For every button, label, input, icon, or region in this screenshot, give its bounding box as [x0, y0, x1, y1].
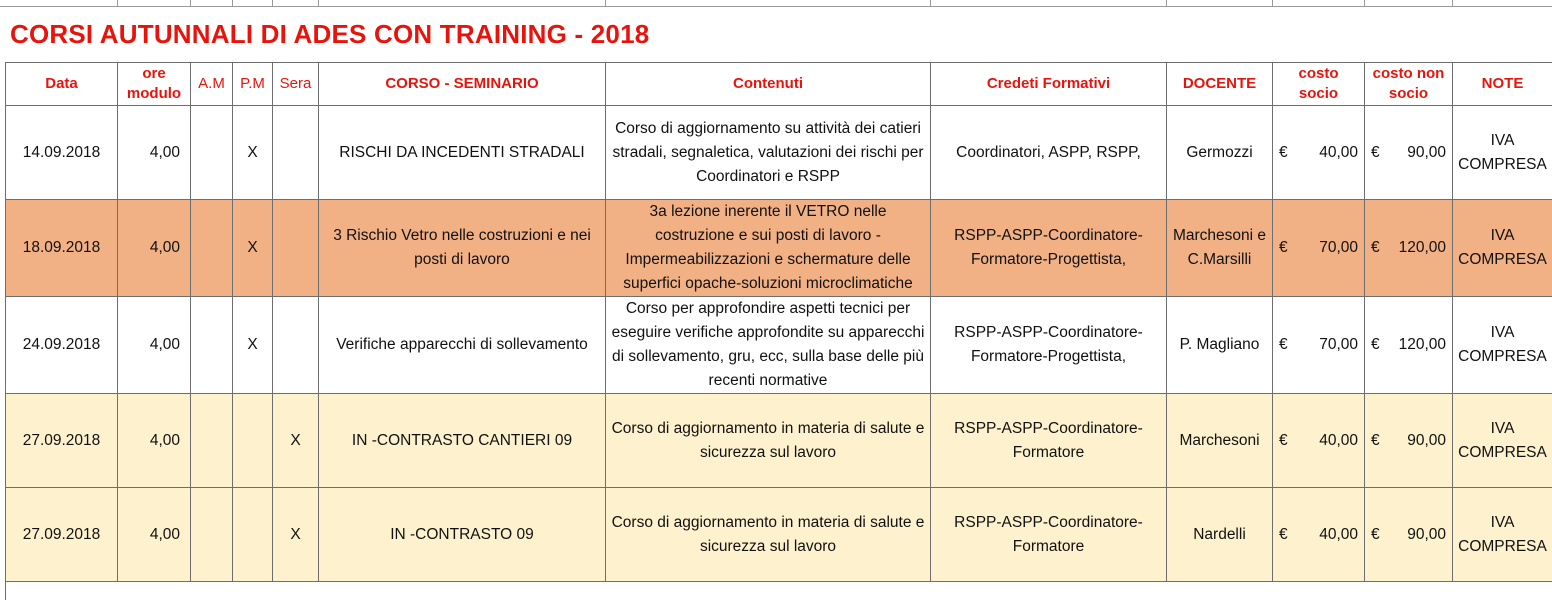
currency-symbol: € — [1371, 143, 1380, 161]
cell-note[interactable]: IVA COMPRESA — [1453, 297, 1552, 394]
cell-am[interactable] — [191, 297, 233, 394]
header-ore-line2: modulo — [126, 85, 182, 102]
cell-am[interactable] — [191, 488, 233, 582]
cell-corso[interactable]: Verifiche apparecchi di sollevamento — [319, 297, 606, 394]
currency-symbol: € — [1371, 525, 1380, 543]
cell-ore[interactable]: 4,00 — [118, 297, 191, 394]
cell-sera[interactable]: X — [273, 488, 319, 582]
cell-sera[interactable] — [273, 297, 319, 394]
cell-costo-socio[interactable] — [1273, 200, 1365, 297]
cell-costo-non-socio[interactable] — [1365, 106, 1453, 200]
cell-sera[interactable]: X — [273, 394, 319, 488]
cell-costo-non-socio-value: 90,00 — [1407, 525, 1446, 543]
currency-symbol: € — [1279, 143, 1288, 161]
cell-costo-non-socio[interactable] — [1365, 200, 1453, 297]
table-row — [6, 106, 1552, 200]
cell-note[interactable]: IVA COMPRESA — [1453, 106, 1552, 200]
cell-costo-socio-value: 70,00 — [1319, 239, 1358, 256]
cell-data[interactable]: 24.09.2018 — [6, 297, 118, 394]
cell-pm[interactable]: X — [233, 106, 273, 200]
courses-table — [5, 62, 1552, 582]
cell-costo-non-socio-value: 120,00 — [1398, 239, 1446, 256]
cell-costo-non-socio[interactable] — [1365, 394, 1453, 488]
cell-contenuti[interactable]: Corso per approfondire aspetti tecnici per eseguire verifiche approfondite su apparecchi di sollevamento, gru, ecc, sulla base delle più recenti normative — [606, 297, 931, 394]
cell-docente[interactable]: Nardelli — [1167, 488, 1273, 582]
currency-symbol: € — [1279, 525, 1288, 543]
header-sera[interactable]: Sera — [273, 63, 319, 106]
cell-ore[interactable]: 4,00 — [118, 106, 191, 200]
header-costo-socio[interactable] — [1273, 63, 1365, 106]
cell-crediti[interactable]: Coordinatori, ASPP, RSPP, — [931, 106, 1167, 200]
cell-contenuti[interactable]: Corso di aggiornamento in materia di salute e sicurezza sul lavoro — [606, 488, 931, 582]
cell-data[interactable]: 14.09.2018 — [6, 106, 118, 200]
cell-pm[interactable]: X — [233, 297, 273, 394]
table-row — [6, 488, 1552, 582]
cell-am[interactable] — [191, 394, 233, 488]
header-pm[interactable]: P.M — [233, 63, 273, 106]
cell-crediti[interactable]: RSPP-ASPP-Coordinatore-Formatore — [931, 394, 1167, 488]
cell-docente[interactable]: Marchesoni — [1167, 394, 1273, 488]
cell-costo-non-socio-value: 90,00 — [1407, 431, 1446, 449]
cell-costo-socio[interactable] — [1273, 394, 1365, 488]
table-row — [6, 394, 1552, 488]
cell-sera[interactable] — [273, 106, 319, 200]
cell-contenuti[interactable]: Corso di aggiornamento su attività dei catieri stradali, segnaletica, valutazioni dei rischi per Coordinatori e RSPP — [606, 106, 931, 200]
cell-contenuti[interactable]: Corso di aggiornamento in materia di salute e sicurezza sul lavoro — [606, 394, 931, 488]
cell-costo-socio[interactable] — [1273, 106, 1365, 200]
header-am[interactable]: A.M — [191, 63, 233, 106]
header-costo-socio-line2: socio — [1298, 85, 1339, 102]
currency-symbol: € — [1279, 431, 1288, 449]
cell-data[interactable]: 18.09.2018 — [6, 200, 118, 297]
cell-pm[interactable] — [233, 394, 273, 488]
cell-crediti[interactable]: RSPP-ASPP-Coordinatore-Formatore — [931, 488, 1167, 582]
cell-ore[interactable]: 4,00 — [118, 200, 191, 297]
cell-corso[interactable]: RISCHI DA INCEDENTI STRADALI — [319, 106, 606, 200]
cell-costo-non-socio-value: 120,00 — [1398, 336, 1446, 353]
cell-am[interactable] — [191, 106, 233, 200]
cell-note[interactable]: IVA COMPRESA — [1453, 488, 1552, 582]
currency-symbol: € — [1371, 431, 1380, 449]
cell-sera[interactable] — [273, 200, 319, 297]
header-ore-modulo[interactable] — [118, 63, 191, 106]
header-data[interactable]: Data — [6, 63, 118, 106]
cell-corso[interactable]: 3 Rischio Vetro nelle costruzioni e nei posti di lavoro — [319, 200, 606, 297]
cell-costo-socio[interactable] — [1273, 297, 1365, 394]
cell-crediti[interactable]: RSPP-ASPP-Coordinatore-Formatore-Progettista, — [931, 297, 1167, 394]
cell-costo-socio-value: 70,00 — [1319, 336, 1358, 353]
cell-note[interactable]: IVA COMPRESA — [1453, 200, 1552, 297]
cell-costo-non-socio[interactable] — [1365, 488, 1453, 582]
table-row — [6, 297, 1552, 394]
cell-crediti[interactable]: RSPP-ASPP-Coordinatore-Formatore-Progettista, — [931, 200, 1167, 297]
header-costo-non-socio[interactable] — [1365, 63, 1453, 106]
cell-costo-socio-value: 40,00 — [1319, 525, 1358, 543]
sheet-title: CORSI AUTUNNALI DI ADES CON TRAINING - 2018 — [10, 19, 650, 49]
cell-docente[interactable]: Germozzi — [1167, 106, 1273, 200]
currency-symbol: € — [1279, 336, 1288, 353]
cell-costo-socio-value: 40,00 — [1319, 431, 1358, 449]
cell-costo-socio[interactable] — [1273, 488, 1365, 582]
header-corso[interactable]: CORSO - SEMINARIO — [319, 63, 606, 106]
header-crediti[interactable]: Credeti Formativi — [931, 63, 1167, 106]
currency-symbol: € — [1371, 336, 1380, 353]
sheet-top-strip — [0, 0, 1552, 7]
currency-symbol: € — [1371, 239, 1380, 256]
cell-ore[interactable]: 4,00 — [118, 394, 191, 488]
cell-costo-socio-value: 40,00 — [1319, 143, 1358, 161]
cell-pm[interactable] — [233, 488, 273, 582]
cell-pm[interactable]: X — [233, 200, 273, 297]
table-row — [6, 200, 1552, 297]
header-contenuti[interactable]: Contenuti — [606, 63, 931, 106]
header-note[interactable]: NOTE — [1453, 63, 1552, 106]
header-costo-non-socio-line2: socio — [1388, 85, 1429, 102]
cell-costo-non-socio-value: 90,00 — [1407, 143, 1446, 161]
cell-data[interactable]: 27.09.2018 — [6, 488, 118, 582]
cell-corso[interactable]: IN -CONTRASTO 09 — [319, 488, 606, 582]
header-costo-socio-line1: costo — [1298, 65, 1339, 82]
cell-docente[interactable]: P. Magliano — [1167, 297, 1273, 394]
cell-data[interactable]: 27.09.2018 — [6, 394, 118, 488]
cell-ore[interactable]: 4,00 — [118, 488, 191, 582]
cell-docente[interactable]: Marchesoni e C.Marsilli — [1167, 200, 1273, 297]
cell-am[interactable] — [191, 200, 233, 297]
header-ore-line1: ore — [142, 65, 166, 82]
header-docente[interactable]: DOCENTE — [1167, 63, 1273, 106]
cell-costo-non-socio[interactable] — [1365, 297, 1453, 394]
currency-symbol: € — [1279, 239, 1288, 256]
cell-contenuti[interactable]: 3a lezione inerente il VETRO nelle costruzione e sui posti di lavoro - Impermeabilizzazioni e schermature delle superfici opache-soluzioni microclimatiche — [606, 200, 931, 297]
cell-note[interactable]: IVA COMPRESA — [1453, 394, 1552, 488]
cell-corso[interactable]: IN -CONTRASTO CANTIERI 09 — [319, 394, 606, 488]
header-row — [6, 63, 1552, 106]
header-costo-non-socio-line1: costo non — [1372, 65, 1445, 82]
